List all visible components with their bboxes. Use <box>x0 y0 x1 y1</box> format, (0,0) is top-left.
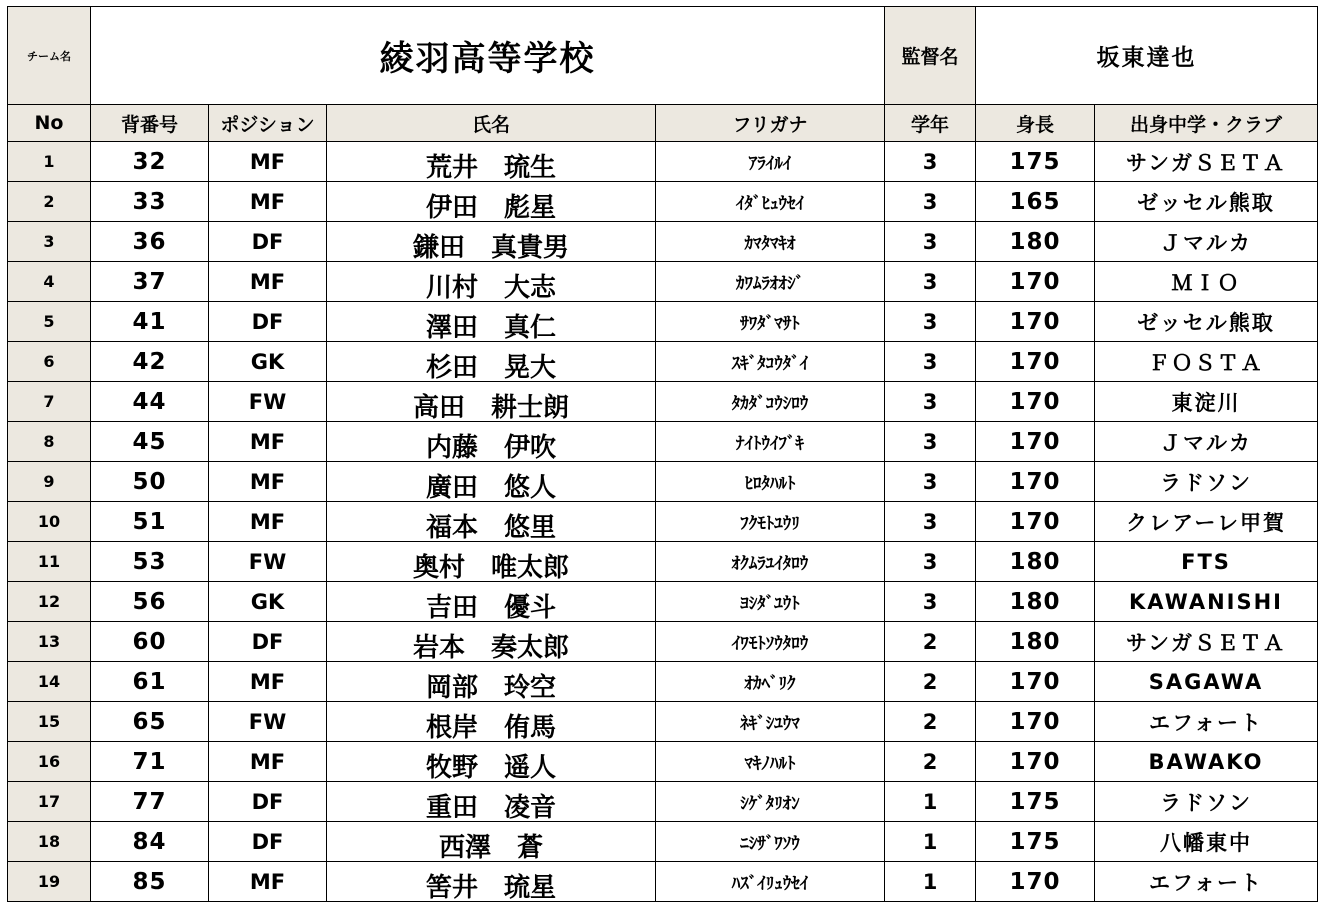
player-no: 14 <box>8 662 91 702</box>
player-number: 45 <box>91 422 209 462</box>
table-row <box>8 702 1318 742</box>
player-no: 5 <box>8 302 91 342</box>
player-number: 85 <box>91 862 209 902</box>
table-row <box>8 782 1318 822</box>
roster-table <box>7 6 1318 902</box>
player-name-text: 川村 大志 <box>425 273 556 302</box>
player-grade: 2 <box>885 702 976 742</box>
player-club: FTS <box>1095 542 1318 582</box>
player-name-text: 伊田 彪星 <box>425 193 556 222</box>
table-row <box>8 622 1318 662</box>
player-kana: ｲﾀﾞﾋｭｳｾｲ <box>656 182 885 222</box>
player-no: 4 <box>8 262 91 302</box>
player-grade: 3 <box>885 422 976 462</box>
player-club: 東淀川 <box>1095 382 1318 422</box>
table-row <box>8 142 1318 182</box>
player-name-text: 高田 耕士朗 <box>412 393 569 422</box>
player-number: 41 <box>91 302 209 342</box>
player-club: Ｊマルカ <box>1095 222 1318 262</box>
player-no: 9 <box>8 462 91 502</box>
player-no: 2 <box>8 182 91 222</box>
player-number: 51 <box>91 502 209 542</box>
player-club: ＭＩＯ <box>1095 262 1318 302</box>
table-row <box>8 662 1318 702</box>
player-name-text: 牧野 遥人 <box>425 753 556 782</box>
player-kana: ｶﾏﾀﾏｷｵ <box>656 222 885 262</box>
player-number: 71 <box>91 742 209 782</box>
player-name <box>327 222 656 262</box>
player-kana: ｽｷﾞﾀｺｳﾀﾞｲ <box>656 342 885 382</box>
column-header-club: 出身中学・クラブ <box>1095 105 1318 142</box>
player-name <box>327 142 656 182</box>
player-position: MF <box>209 262 327 302</box>
player-name-text: 内藤 伊吹 <box>425 433 556 462</box>
player-number: 42 <box>91 342 209 382</box>
player-no: 1 <box>8 142 91 182</box>
player-name-text: 鎌田 真貴男 <box>412 233 569 262</box>
player-kana: ﾏｷﾉﾊﾙﾄ <box>656 742 885 782</box>
player-club: エフォート <box>1095 862 1318 902</box>
player-kana: ｼｹﾞﾀﾘｵﾝ <box>656 782 885 822</box>
player-name <box>327 862 656 902</box>
table-row <box>8 822 1318 862</box>
table-row <box>8 742 1318 782</box>
player-height: 170 <box>976 302 1095 342</box>
player-name <box>327 262 656 302</box>
table-row <box>8 582 1318 622</box>
player-name <box>327 182 656 222</box>
player-club: BAWAKO <box>1095 742 1318 782</box>
coach-label: 監督名 <box>885 7 976 105</box>
player-grade: 3 <box>885 302 976 342</box>
player-grade: 2 <box>885 622 976 662</box>
player-club: サンガＳＥＴＡ <box>1095 142 1318 182</box>
player-grade: 3 <box>885 142 976 182</box>
player-kana: ｱﾗｲﾙｲ <box>656 142 885 182</box>
player-name-text: 廣田 悠人 <box>425 473 556 502</box>
player-position: FW <box>209 382 327 422</box>
player-number: 61 <box>91 662 209 702</box>
player-height: 170 <box>976 422 1095 462</box>
player-grade: 1 <box>885 822 976 862</box>
column-header-row <box>8 105 1318 142</box>
table-row <box>8 262 1318 302</box>
player-position: DF <box>209 302 327 342</box>
player-name <box>327 582 656 622</box>
player-height: 170 <box>976 382 1095 422</box>
column-header-number: 背番号 <box>91 105 209 142</box>
player-kana: ﾋﾛﾀﾊﾙﾄ <box>656 462 885 502</box>
player-height: 170 <box>976 702 1095 742</box>
player-position: GK <box>209 582 327 622</box>
player-no: 12 <box>8 582 91 622</box>
player-number: 65 <box>91 702 209 742</box>
player-club: ゼッセル熊取 <box>1095 302 1318 342</box>
player-name <box>327 822 656 862</box>
player-club: ラドソン <box>1095 782 1318 822</box>
player-kana: ﾀｶﾀﾞｺｳｼﾛｳ <box>656 382 885 422</box>
player-height: 175 <box>976 822 1095 862</box>
player-club: サンガＳＥＴＡ <box>1095 622 1318 662</box>
player-position: DF <box>209 822 327 862</box>
player-club: 八幡東中 <box>1095 822 1318 862</box>
player-grade: 3 <box>885 382 976 422</box>
player-position: MF <box>209 182 327 222</box>
player-grade: 2 <box>885 742 976 782</box>
player-height: 180 <box>976 542 1095 582</box>
player-height: 180 <box>976 622 1095 662</box>
player-no: 8 <box>8 422 91 462</box>
player-grade: 3 <box>885 342 976 382</box>
player-name <box>327 462 656 502</box>
player-no: 16 <box>8 742 91 782</box>
player-name <box>327 742 656 782</box>
player-height: 180 <box>976 222 1095 262</box>
player-name-text: 岡部 玲空 <box>425 673 556 702</box>
player-position: MF <box>209 462 327 502</box>
player-no: 11 <box>8 542 91 582</box>
player-name <box>327 782 656 822</box>
player-position: MF <box>209 862 327 902</box>
table-row <box>8 182 1318 222</box>
player-height: 170 <box>976 862 1095 902</box>
player-name <box>327 382 656 422</box>
player-kana: ﾌｸﾓﾄﾕｳﾘ <box>656 502 885 542</box>
player-position: FW <box>209 542 327 582</box>
player-grade: 1 <box>885 782 976 822</box>
player-number: 33 <box>91 182 209 222</box>
player-height: 175 <box>976 782 1095 822</box>
player-number: 53 <box>91 542 209 582</box>
player-position: FW <box>209 702 327 742</box>
player-position: MF <box>209 742 327 782</box>
player-club: ＦＯＳＴＡ <box>1095 342 1318 382</box>
column-header-position: ポジション <box>209 105 327 142</box>
player-name <box>327 542 656 582</box>
player-grade: 3 <box>885 582 976 622</box>
player-club: クレアーレ甲賀 <box>1095 502 1318 542</box>
player-club: ゼッセル熊取 <box>1095 182 1318 222</box>
player-name-text: 岩本 奏太郎 <box>412 633 569 662</box>
player-kana: ﾈｷﾞｼﾕｳﾏ <box>656 702 885 742</box>
player-no: 19 <box>8 862 91 902</box>
player-kana: ｵｸﾑﾗﾕｲﾀﾛｳ <box>656 542 885 582</box>
player-kana: ﾆｼｻﾞﾜｿｳ <box>656 822 885 862</box>
player-number: 32 <box>91 142 209 182</box>
player-height: 170 <box>976 462 1095 502</box>
player-name-text: 西澤 蒼 <box>438 833 543 862</box>
player-name <box>327 342 656 382</box>
player-kana: ｵｶﾍﾞﾘｸ <box>656 662 885 702</box>
player-number: 84 <box>91 822 209 862</box>
player-kana: ﾖｼﾀﾞﾕｳﾄ <box>656 582 885 622</box>
player-name <box>327 302 656 342</box>
player-height: 170 <box>976 742 1095 782</box>
player-grade: 3 <box>885 462 976 502</box>
table-row <box>8 382 1318 422</box>
player-height: 165 <box>976 182 1095 222</box>
table-row <box>8 462 1318 502</box>
player-grade: 3 <box>885 262 976 302</box>
column-header-height: 身長 <box>976 105 1095 142</box>
player-no: 7 <box>8 382 91 422</box>
player-height: 170 <box>976 662 1095 702</box>
team-name: 綾羽高等学校 <box>91 7 885 105</box>
player-height: 175 <box>976 142 1095 182</box>
player-name-text: 重田 凌音 <box>425 793 556 822</box>
player-number: 56 <box>91 582 209 622</box>
player-grade: 3 <box>885 502 976 542</box>
column-header-grade: 学年 <box>885 105 976 142</box>
player-height: 180 <box>976 582 1095 622</box>
player-no: 17 <box>8 782 91 822</box>
column-header-no: No <box>8 105 91 142</box>
player-kana: ｻﾜﾀﾞﾏｻﾄ <box>656 302 885 342</box>
table-row <box>8 862 1318 902</box>
player-name <box>327 502 656 542</box>
player-position: DF <box>209 782 327 822</box>
player-position: DF <box>209 622 327 662</box>
player-no: 18 <box>8 822 91 862</box>
player-no: 10 <box>8 502 91 542</box>
player-grade: 2 <box>885 662 976 702</box>
player-kana: ﾊｽﾞｲﾘｭｳｾｲ <box>656 862 885 902</box>
player-height: 170 <box>976 342 1095 382</box>
table-row <box>8 542 1318 582</box>
player-name <box>327 662 656 702</box>
player-name-text: 筈井 琉星 <box>425 873 556 902</box>
player-height: 170 <box>976 502 1095 542</box>
column-header-kana: フリガナ <box>656 105 885 142</box>
player-position: DF <box>209 222 327 262</box>
player-number: 44 <box>91 382 209 422</box>
player-grade: 1 <box>885 862 976 902</box>
player-name-text: 吉田 優斗 <box>425 593 556 622</box>
table-row <box>8 222 1318 262</box>
player-club: エフォート <box>1095 702 1318 742</box>
player-position: MF <box>209 502 327 542</box>
player-club: SAGAWA <box>1095 662 1318 702</box>
player-name-text: 根岸 侑馬 <box>425 713 556 742</box>
player-club: KAWANISHI <box>1095 582 1318 622</box>
player-number: 77 <box>91 782 209 822</box>
player-club: Ｊマルカ <box>1095 422 1318 462</box>
table-row <box>8 342 1318 382</box>
player-kana: ｲﾜﾓﾄｿｳﾀﾛｳ <box>656 622 885 662</box>
player-grade: 3 <box>885 222 976 262</box>
player-name-text: 澤田 真仁 <box>425 313 556 342</box>
player-number: 50 <box>91 462 209 502</box>
table-row <box>8 302 1318 342</box>
player-name <box>327 702 656 742</box>
player-position: MF <box>209 662 327 702</box>
player-grade: 3 <box>885 542 976 582</box>
player-number: 36 <box>91 222 209 262</box>
player-name <box>327 622 656 662</box>
player-kana: ﾅｲﾄｳｲﾌﾞｷ <box>656 422 885 462</box>
coach-name: 坂東達也 <box>976 7 1318 105</box>
player-no: 15 <box>8 702 91 742</box>
column-header-name: 氏名 <box>327 105 656 142</box>
player-name-text: 福本 悠里 <box>425 513 556 542</box>
table-row <box>8 422 1318 462</box>
player-name-text: 杉田 晃大 <box>425 353 556 382</box>
player-position: MF <box>209 422 327 462</box>
player-name-text: 荒井 琉生 <box>425 153 556 182</box>
player-name-text: 奥村 唯太郎 <box>412 553 569 582</box>
player-number: 60 <box>91 622 209 662</box>
player-no: 6 <box>8 342 91 382</box>
player-number: 37 <box>91 262 209 302</box>
player-no: 3 <box>8 222 91 262</box>
team-label: チーム名 <box>8 7 91 105</box>
player-club: ラドソン <box>1095 462 1318 502</box>
player-position: MF <box>209 142 327 182</box>
table-row <box>8 502 1318 542</box>
player-position: GK <box>209 342 327 382</box>
player-kana: ｶﾜﾑﾗｵｵｼﾞ <box>656 262 885 302</box>
team-info-row <box>8 7 1318 105</box>
player-grade: 3 <box>885 182 976 222</box>
player-no: 13 <box>8 622 91 662</box>
player-height: 170 <box>976 262 1095 302</box>
player-name <box>327 422 656 462</box>
